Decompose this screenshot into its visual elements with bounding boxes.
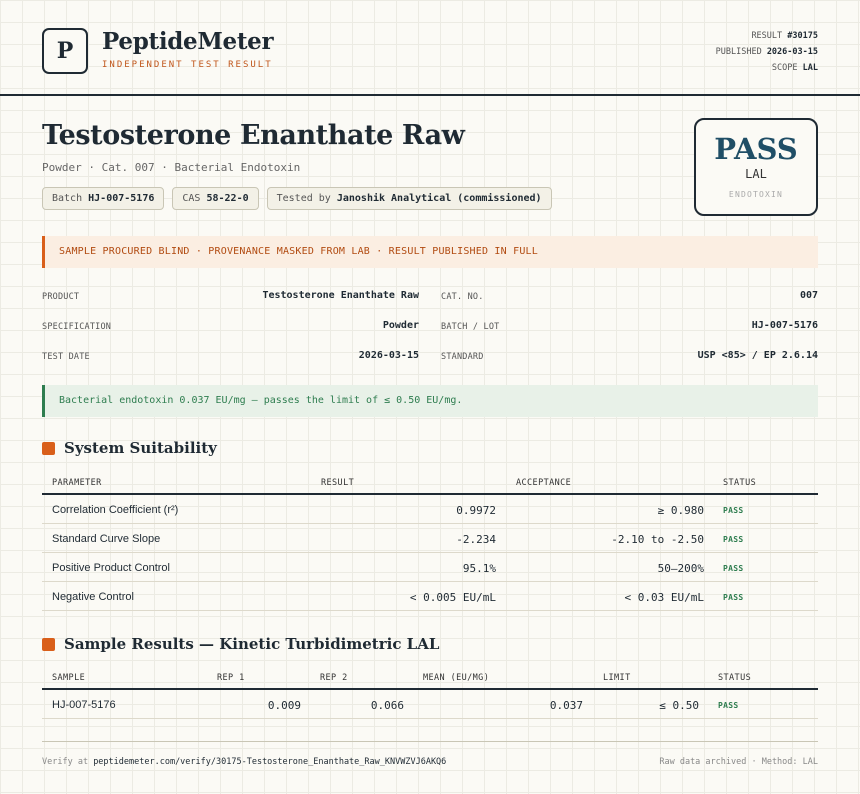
meta-scope: [716, 60, 818, 76]
table-header: [42, 666, 818, 690]
column-header: MEAN (EU/MG): [423, 673, 490, 683]
verdict-word: PASS: [714, 132, 798, 166]
blind-procurement-notice: SAMPLE PROCURED BLIND · PROVENANCE MASKED FROM LAB · RESULT PUBLISHED IN FULL: [42, 236, 818, 268]
status-badge: PASS: [723, 564, 744, 573]
tested-by-chip: [267, 187, 552, 210]
meta-result-value: #30175: [787, 31, 818, 41]
parameter-cell: Negative Control: [52, 591, 134, 603]
meta-published-label: PUBLISHED: [715, 47, 762, 57]
samples-title: Sample Results — Kinetic Turbidimetric LAL: [64, 635, 440, 653]
spec-specification: [42, 320, 419, 336]
result-cell: 0.9972: [456, 504, 496, 517]
report-header: [0, 0, 860, 96]
table-row: [42, 690, 818, 719]
footer-method-note: Raw data archived · Method: LAL: [659, 757, 818, 767]
tested-by-label: Tested by: [276, 193, 331, 204]
batch-chip-label: Batch: [52, 193, 83, 204]
verify-link[interactable]: peptidemeter.com/verify/30175-Testosterone_Enanthate_Raw_KNVWZVJ6AKQ6: [93, 757, 447, 767]
cas-chip: [172, 187, 258, 210]
result-cell: < 0.005 EU/mL: [409, 591, 496, 604]
report-footer: [42, 741, 818, 767]
spec-specification-label: SPECIFICATION: [42, 322, 112, 332]
column-header: RESULT: [321, 478, 355, 488]
spec-standard-label: STANDARD: [441, 352, 484, 362]
product-title: Testosterone Enanthate Raw: [42, 120, 465, 151]
parameter-cell: Correlation Coefficient (r²): [52, 504, 179, 516]
spec-batch: [441, 320, 818, 336]
column-header: REP 2: [320, 673, 348, 683]
brand-logo: P: [42, 28, 88, 74]
column-header: STATUS: [723, 478, 757, 488]
meta-result-label: RESULT: [751, 31, 783, 41]
acceptance-cell: 50–200%: [657, 562, 704, 575]
verdict-category: ENDOTOXIN: [728, 190, 784, 199]
result-cell: 95.1%: [462, 562, 496, 575]
section-marker-icon: [42, 442, 55, 455]
report-meta: [716, 28, 818, 76]
status-badge: PASS: [718, 701, 739, 710]
meta-scope-label: SCOPE: [771, 63, 798, 73]
column-header: PARAMETER: [52, 478, 102, 488]
limit-cell: ≤ 0.50: [659, 699, 699, 712]
mean-cell: 0.037: [549, 699, 583, 712]
suitability-section-header: [42, 439, 217, 457]
brand-tagline: INDEPENDENT TEST RESULT: [102, 60, 273, 70]
samples-section-header: [42, 635, 439, 653]
table-header: [42, 471, 818, 495]
spec-product: [42, 290, 419, 306]
column-header: ACCEPTANCE: [516, 478, 572, 488]
rep1-cell: 0.009: [267, 699, 301, 712]
spec-standard-value: USP <85> / EP 2.6.14: [697, 350, 818, 361]
table-row: [42, 495, 818, 524]
status-badge: PASS: [723, 535, 744, 544]
cas-chip-value: 58-22-0: [206, 193, 249, 204]
batch-chip: [42, 187, 164, 210]
verify-label: Verify at: [42, 757, 89, 767]
suitability-title: System Suitability: [64, 439, 217, 457]
spec-test-date: [42, 350, 419, 366]
spec-test-date-value: 2026-03-15: [358, 350, 419, 361]
product-chips: [42, 187, 552, 210]
spec-cat-no-value: 007: [799, 290, 818, 301]
batch-chip-value: HJ-007-5176: [88, 193, 155, 204]
tested-by-value: Janoshik Analytical (commissioned): [336, 193, 542, 204]
acceptance-cell: -2.10 to -2.50: [611, 533, 704, 546]
parameter-cell: Standard Curve Slope: [52, 533, 161, 545]
spec-cat-no-label: CAT. NO.: [441, 292, 484, 302]
spec-specification-value: Powder: [382, 320, 419, 331]
acceptance-cell: ≥ 0.980: [657, 504, 704, 517]
sample-id-cell: HJ-007-5176: [52, 699, 116, 711]
result-cell: -2.234: [456, 533, 496, 546]
table-row: [42, 582, 818, 611]
status-badge: PASS: [723, 506, 744, 515]
spec-batch-label: BATCH / LOT: [441, 322, 500, 332]
meta-result: [716, 28, 818, 44]
spec-product-label: PRODUCT: [42, 292, 80, 302]
column-header: SAMPLE: [52, 673, 86, 683]
spec-product-value: Testosterone Enanthate Raw: [262, 290, 419, 301]
meta-published-value: 2026-03-15: [766, 47, 818, 57]
finding-summary: Bacterial endotoxin 0.037 EU/mg — passes the limit of ≤ 0.50 EU/mg.: [42, 385, 818, 417]
table-row: [42, 524, 818, 553]
spec-test-date-label: TEST DATE: [42, 352, 90, 362]
meta-scope-value: LAL: [802, 63, 818, 73]
spec-cat-no: [441, 290, 818, 306]
spec-standard: [441, 350, 818, 366]
section-marker-icon: [42, 638, 55, 651]
spec-batch-value: HJ-007-5176: [751, 320, 818, 331]
cas-chip-label: CAS: [182, 193, 201, 204]
column-header: REP 1: [217, 673, 245, 683]
parameter-cell: Positive Product Control: [52, 562, 170, 574]
samples-table: [42, 666, 818, 719]
column-header: STATUS: [718, 673, 752, 683]
suitability-table: [42, 471, 818, 611]
meta-published: [716, 44, 818, 60]
rep2-cell: 0.066: [370, 699, 404, 712]
product-subtitle: Powder · Cat. 007 · Bacterial Endotoxin: [42, 161, 301, 174]
table-row: [42, 553, 818, 582]
verdict-method: LAL: [745, 167, 767, 181]
brand-name: PeptideMeter: [102, 28, 274, 55]
verify-line: [42, 757, 446, 767]
column-header: LIMIT: [603, 673, 631, 683]
status-badge: PASS: [723, 593, 744, 602]
verdict-stamp: [694, 118, 818, 216]
acceptance-cell: < 0.03 EU/mL: [624, 591, 704, 604]
